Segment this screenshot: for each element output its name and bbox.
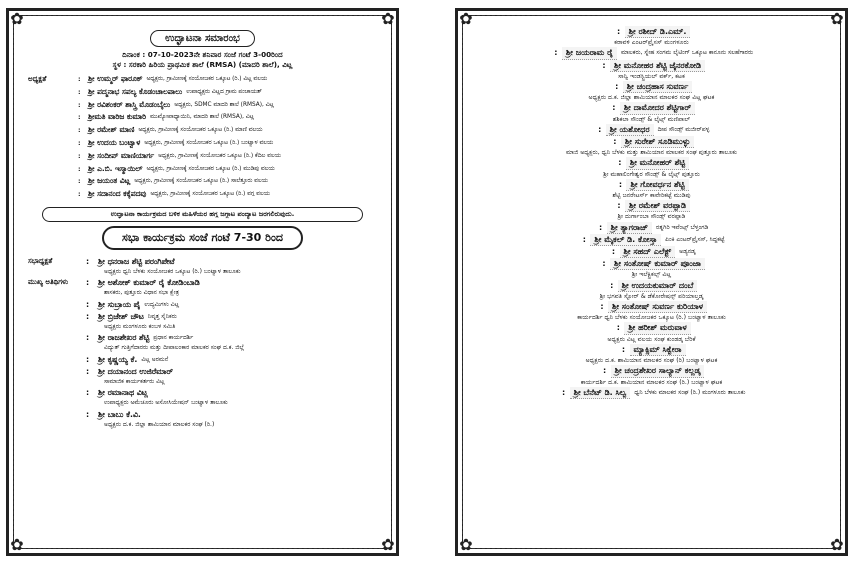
list-item: : ಶ್ರೀ ಸುಬ್ರಾಯ ಪೈ ಉದ್ಯಮಿಗಳು ವಿಟ್ಲ (86, 299, 180, 309)
row-label: ಅಧ್ಯಕ್ಷತೆ (28, 74, 47, 83)
person-desc: ಅಧ್ಯಕ್ಷರು ದ.ಕ. ಜಿಲ್ಲಾ ಶಾಮಿಯಾನ ಮಾಲಕರ ಸಂಘ ವಿಟ್ಲ ಘಟಕ (588, 94, 715, 102)
list-item: : ಶ್ರೀ ದಾಮೋದರ ಶೆಟ್ಟಿಗಾರ್ ಶಶಿಕಲಾ ಸೌಂಡ್ಸ್ & ಲೈಟ್ಸ್ ಮಣಿಪಾಲ್ (477, 102, 826, 123)
person-desc: ಧ್ವನಿ ಬೆಳಕು ಮಾಲಕರ ಸಂಘ (ರಿ.) ಮಂಗಳೂರು ತಾಲೂಕು (634, 388, 746, 396)
list-item: : ಶ್ರೀ ಸಂತೋಷ್ ಸುವರ್ಣ ಕುರಿಯಾಳ ಕಾರ್ಯದರ್ಶಿ ಧ್ವನಿ ಬೆಳಕು ಸಂಯೋಜಕರ ಒಕ್ಕೂಟ (ರಿ.) ಬಂಟ್ವಾಳ ತಾಲೂಕು (477, 301, 826, 322)
person-name: ಶ್ರೀ ಚಂದ್ರಹಾಸ ಸುವರ್ಣ (623, 81, 693, 93)
person-name: ಶ್ರೀ ಮನೋಹರ ಶೆಟ್ಟಿ ಜೈನರಕೋಡಿ (610, 60, 705, 72)
list-item: : ಶ್ರೀ ಹರೀಶ್ ಮರುವಾಳ ಅಧ್ಯಕ್ಷರು ವಿಟ್ಲ ವಲಯ ಸಂಘ ಕುಂಡಡ್ಕ ಬೆರಿಕೆ (477, 322, 826, 343)
person-desc: ಪ್ರಧಾನ ಕಾರ್ಯದರ್ಶಿ (153, 334, 194, 342)
person-desc: ಅಧ್ಯಕ್ಷರು ಧ್ವನಿ ಬೆಳಕು ಸಂಯೋಜಕರ ಒಕ್ಕೂಟ (ರಿ.) ಬಂಟ್ವಾಳ ತಾಲೂಕು (104, 267, 241, 275)
person-desc: ಅಧ್ಯಕ್ಷರು, ಗ್ರಾಮೀಣಕ್ಕೆ ಸಂಯೋಜಕರ ಒಕ್ಕೂಟ (ರಿ.) ಸಾಲೆತ್ತೂರು ವಲಯ (134, 178, 268, 185)
list-item: : ಶ್ರೀ ಬಾಬು ಕೆ.ವಿ. ಅಧ್ಯಕ್ಷರು ದ.ಕ. ಜಿಲ್ಲಾ ಶಾಮಿಯಾನ ಮಾಲಕರ ಸಂಘ (ರಿ.) (28, 409, 377, 430)
list-item: : ಶ್ರೀ ಉದಯಕುಮಾರ್ ದಂಬೆ ಶ್ರೀ ಭಗವತಿ ಸ್ಟೋರ್ & ಡೆಕೋರೇಷನ್ಸ್ ಪರಿಯಾಲ್ತಡ್ಕ (477, 280, 826, 301)
person-desc: ಪಿಂಕಿ ಎಂಟರ್‌ಪ್ರೈಸಸ್, ಸಿದ್ದಕಟ್ಟೆ (665, 235, 725, 243)
list-item: : ಶ್ರೀ ರಮಾನಾಥ ವಿಟ್ಲ ಉಪಾಧ್ಯಕ್ಷರು ಅಮೆಚೂರು ಅಸೋಸಿಯೇಷನ್ ಬಂಟ್ವಾಳ ತಾಲೂಕು (28, 387, 377, 408)
person-desc: ಮುಖ್ಯೋಪಾಧ್ಯಾಯಿನಿ, ಮಾದರಿ ಶಾಲೆ (RMSA), ವಿಟ್ಲ (150, 114, 254, 121)
row-label: ಮುಖ್ಯ ಅತಿಥಿಗಳು (28, 278, 69, 287)
corner-ornament-icon: ✿ (830, 535, 844, 554)
notice-box: ಉದ್ಘಾಟನಾ ಕಾರ್ಯಕ್ರಮದ ಬಳಿಕ ಮಹಿಳೆಯರ ಹಗ್ಗ ಜಗ್ಗಾಟ ಪಂದ್ಯಾಟ ಜರಗಲಿರುವುದು. (42, 207, 363, 222)
person-name: ಶ್ರೀ ಉದಯಕುಮಾರ್ ದಂಬೆ (618, 280, 698, 292)
date-line: ದಿನಾಂಕ : 07-10-2023ನೇ ಶನಿವಾರ ಸಂಜೆ ಗಂಟೆ 3-00ರಿಂದ (122, 50, 283, 59)
person-desc: ಅಡ್ಯನಡ್ಕ (679, 248, 696, 256)
person-desc: ಕಾರ್ಯದರ್ಶಿ ಧ್ವನಿ ಬೆಳಕು ಸಂಯೋಜಕರ ಒಕ್ಕೂಟ (ರಿ.) ಬಂಟ್ವಾಳ ತಾಲೂಕು (577, 314, 726, 322)
person-desc: ಶ್ರೀ ದುರ್ಗಾಂಬಾ ಸೌಂಡ್ಸ್ ವರಪ್ಪಾಡಿ (617, 213, 686, 221)
person-desc: ಅಧ್ಯಕ್ಷರು, ಗ್ರಾಮೀಣಕ್ಕೆ ಸಂಯೋಜಕರ ಒಕ್ಕೂಟ (ರಿ.) ಕೆದಿಲ ವಲಯ (158, 152, 281, 159)
person-name: ಶ್ರೀ ರಾಜಶೇಖರ ಶೆಟ್ಟಿ (98, 333, 150, 343)
person-name: ಶ್ರೀ ಸಂತೋಷ್ ಸುವರ್ಣ ಕುರಿಯಾಳ (608, 301, 707, 313)
person-name: ಶ್ರೀ ದಾಮೋದರ ಶೆಟ್ಟಿಗಾರ್ (620, 102, 695, 114)
venue-line: ಸ್ಥಳ : ಸರಕಾರಿ ಹಿರಿಯ ಪ್ರಾಥಮಿಕ ಶಾಲೆ (RMSA) (ಮಾದರಿ ಶಾಲೆ), ವಿಟ್ಲ (112, 60, 293, 69)
person-desc: ಶ್ರೀ ಭಗವತಿ ಸ್ಟೋರ್ & ಡೆಕೋರೇಷನ್ಸ್ ಪರಿಯಾಲ್ತಡ್ಕ (599, 292, 704, 300)
person-name: ಶ್ರೀಮತಿ ವಾರಿಜ ಕುಮಾರಿ (88, 112, 147, 122)
sabha-title: ಸಭಾ ಕಾರ್ಯಕ್ರಮ ಸಂಜೆ ಗಂಟೆ 7-30 ರಿಂದ (102, 226, 303, 250)
person-desc: ಶ್ರೀ ಮಹಾಲಿಂಗೇಶ್ವರ ಸೌಂಡ್ಸ್ & ಲೈಟ್ಸ್ ಪುತ್ತೂರು (603, 170, 700, 178)
person-desc: ನಿವೃತ್ತ ಸೈನಿಕರು (147, 312, 177, 320)
person-name: ಶ್ರೀ ಸುರೇಶ್ ಸೂಡಿಮುಳ್ಳು (621, 136, 694, 148)
left-content (28, 30, 377, 534)
person-desc: ಅಧ್ಯಕ್ಷರು ದ.ಕ. ಶಾಮಿಯಾನ ಮಾಲಕರ ಸಂಘ (ರಿ) ಬಂಟ್ವಾಳ ಘಟಕ (585, 357, 718, 365)
person-desc: ಮಾಜಿ ಅಧ್ಯಕ್ಷರು, ಧ್ವನಿ ಬೆಳಕು ಮತ್ತು ಶಾಮಿಯಾನ ಮಾಲಕರ ಸಂಘ ಪುತ್ತೂರು ತಾಲೂಕು (566, 149, 737, 157)
person-desc-2: ಅಧ್ಯಕ್ಷರು ದ.ಕ. ಜಿಲ್ಲಾ ಶಾಮಿಯಾನ ಮಾಲಕರ ಸಂಘ (ರಿ.) (104, 420, 215, 428)
list-item: : ಶ್ರೀ ಸಹದ್ ಎಲೆಕ್ಟ್ ಅಡ್ಯನಡ್ಕ (477, 246, 826, 258)
person-desc: ಅಧ್ಯಕ್ಷರು, SDMC ಮಾದರಿ ಶಾಲೆ (RMSA), ವಿಟ್ಲ (174, 101, 274, 108)
person-name: ಶ್ರೀ ಯಶೋಧರ (606, 124, 654, 136)
list-item: : ಶ್ರೀ ತ್ಯಾಗರಾಜ್ ರತ್ನಗಿರಿ ಇವೆಂಟ್ಸ್ ಬೆಳ್ತಂಗಡಿ (477, 222, 826, 234)
list-item: : ಶ್ರೀ ಸಂದೀಪ್ ಮಾಣಿಯಾರ್ಗ ಅಧ್ಯಕ್ಷರು, ಗ್ರಾಮೀಣಕ್ಕೆ ಸಂಯೋಜಕರ ಒಕ್ಕೂಟ (ರಿ.) ಕೆದಿಲ ವಲಯ (28, 150, 377, 163)
person-name: ಶ್ರೀ ಪದ್ಮನಾಭ ಸಪಲ್ಯ ಕೊಡಂಚಾಲಪಾಲು (88, 86, 183, 96)
person-name: ಶ್ರೀ ಬಾಬು ಕೆ.ವಿ. (98, 409, 141, 419)
left-page (6, 8, 399, 556)
person-desc: ಅಧ್ಯಕ್ಷರು, ಗ್ರಾಮೀಣಕ್ಕೆ ಸಂಯೋಜಕರ ಒಕ್ಕೂಟ (ರಿ.) ಬಂಟ್ವಾಳ ವಲಯ (144, 139, 274, 146)
list-item: : ಶ್ರೀ ಜಯಂತ ವಿಟ್ಲ ಅಧ್ಯಕ್ಷರು, ಗ್ರಾಮೀಣಕ್ಕೆ ಸಂಯೋಜಕರ ಒಕ್ಕೂಟ (ರಿ.) ಸಾಲೆತ್ತೂರು ವಲಯ (28, 175, 377, 188)
person-desc: ಶಾಸಕರು, ಪುತ್ತೂರು ವಿಧಾನ ಸಭಾ ಕ್ಷೇತ್ರ (104, 289, 180, 297)
person-desc: ಮಾಲಕರು, ಸ್ನೇಹ ಸಂಗಮ ಲೈಟಿಂಗ್ ಒಕ್ಕೂಟ ಕಾನೂನು ಸಲಹೆಗಾರರು (621, 49, 754, 57)
list-item: : ಶ್ರೀ ಬ್ರಿಜೇಶ್ ಚೌಟ ನಿವೃತ್ತ ಸೈನಿಕರು ಅಧ್ಯಕ್ಷರು ಮಂಗಳೂರು ಕಂಬಳ ಸಮಿತಿ (28, 311, 377, 332)
list-item: : ಶ್ರೀ ಜಯರಾಮ ರೈ ಮಾಲಕರು, ಸ್ನೇಹ ಸಂಗಮ ಲೈಟಿಂಗ್ ಒಕ್ಕೂಟ ಕಾನೂನು ಸಲಹೆಗಾರರು (477, 47, 826, 59)
person-desc: ಉದ್ಯಮಿಗಳು ವಿಟ್ಲ (144, 300, 180, 308)
person-name: ಶ್ರೀ ಸಂತೋಷ್ ಕುಮಾರ್ ಪೂಂಜಾ (610, 258, 705, 270)
person-name: ಶ್ರೀ ಸಹದ್ ಎಲೆಕ್ಟ್ (620, 246, 676, 258)
corner-ornament-icon: ✿ (381, 9, 395, 28)
person-desc: ಉಪಾಧ್ಯಕ್ಷರು ವಿಟ್ಲದ ಗ್ರಾಮ ಪಂಚಾಯತ್ (186, 88, 262, 95)
person-name: ಶ್ರೀ ರಶೀದ್ ಡಿ.ಎಮ್. (625, 26, 691, 38)
list-item: : ಶ್ರೀ ರಾಜಶೇಖರ ಶೆಟ್ಟಿ ಪ್ರಧಾನ ಕಾರ್ಯದರ್ಶಿ ವಿದ್ಯುತ್ ಗುತ್ತಿಗೆದಾರರು ಮತ್ತು ದೀಪಾಲಂಕಾರ ಮಾಲಕರ ಸಂಘ ದ.ಕ. ಜಿಲ್ಲೆ (28, 332, 377, 353)
person-name: ಶ್ರೀ ಸುಬ್ರಾಯ ಪೈ (98, 299, 141, 309)
list-item: : ಶ್ರೀ ರವಿಶಂಕರ್ ಶಾಸ್ತ್ರಿ ಮೊಡಂಬೈಲು ಅಧ್ಯಕ್ಷರು, SDMC ಮಾದರಿ ಶಾಲೆ (RMSA), ವಿಟ್ಲ (28, 99, 377, 112)
person-name: ಶ್ರೀ ಅಶೋಕ್ ಕುಮಾರ್ ರೈ ಕೋಡಿಂಬಾಡಿ (98, 278, 200, 288)
person-name: ಶ್ರೀ ರವಿಶಂಕರ್ ಶಾಸ್ತ್ರಿ ಮೊಡಂಬೈಲು (88, 99, 171, 109)
corner-ornament-icon: ✿ (459, 535, 473, 554)
right-content (477, 26, 826, 534)
person-desc: ಶಶಿಕಲಾ ಸೌಂಡ್ಸ್ & ಲೈಟ್ಸ್ ಮಣಿಪಾಲ್ (612, 115, 691, 123)
list-item: : ಶ್ರೀ ಎ.ಬಿ. ಇಸ್ಮಾಯಿಲ್ ಅಧ್ಯಕ್ಷರು, ಗ್ರಾಮೀಣಕ್ಕೆ ಸಂಯೋಜಕರ ಒಕ್ಕೂಟ (ರಿ.) ಮುಡಿಪು ವಲಯ (28, 163, 377, 176)
person-name: ಶ್ರೀ ಚಂದ್ರಶೇಖರ ಸಾಲ್ಯಾನ್ ಕಲ್ಲಡ್ಕ (611, 365, 705, 377)
person-desc: ಅಧ್ಯಕ್ಷರು ವಿಟ್ಲ ವಲಯ ಸಂಘ ಕುಂಡಡ್ಕ ಬೆರಿಕೆ (607, 335, 696, 343)
person-desc-2: ಉಪಾಧ್ಯಕ್ಷರು ಅಮೆಚೂರು ಅಸೋಸಿಯೇಷನ್ ಬಂಟ್ವಾಳ ತಾಲೂಕು (104, 399, 228, 407)
list-item: : ಶ್ರೀ ರಮೇಶ್ ವರಪ್ಪಾಡಿ ಶ್ರೀ ದುರ್ಗಾಂಬಾ ಸೌಂಡ್ಸ್ ವರಪ್ಪಾಡಿ (477, 200, 826, 221)
corner-ornament-icon: ✿ (10, 9, 24, 28)
person-name: ಮ್ಯಾಕ್ಸಿಮ್ ಸಿಕ್ವೇರಾ (630, 344, 686, 356)
person-desc-2: ಸಾಮಾಜಿಕ ಕಾರ್ಯಕರ್ತರು ವಿಟ್ಲ (104, 377, 165, 385)
list-item: ಅಧ್ಯಕ್ಷತೆ : ಶ್ರೀ ಉಮ್ಮರ್ ಫಾರೂಕ್ ಅಧ್ಯಕ್ಷರು, ಗ್ರಾಮೀಣಕ್ಕೆ ಸಂಯೋಜಕರ ಒಕ್ಕೂಟ (ರಿ.) ವಿಟ್ಲ ವಲಯ (28, 73, 377, 86)
person-name: ಶ್ರೀ ತ್ಯಾಗರಾಜ್ (607, 222, 652, 234)
person-desc: ರತ್ನಗಿರಿ ಇವೆಂಟ್ಸ್ ಬೆಳ್ತಂಗಡಿ (656, 223, 709, 231)
person-name: ಶ್ರೀ ಕೃಷ್ಣಯ್ಯ ಕೆ. (98, 354, 138, 364)
list-item: : ಶ್ರೀ ಉದಯ ಬಂಟ್ವಾಳ ಅಧ್ಯಕ್ಷರು, ಗ್ರಾಮೀಣಕ್ಕೆ ಸಂಯೋಜಕರ ಒಕ್ಕೂಟ (ರಿ.) ಬಂಟ್ವಾಳ ವಲಯ (28, 137, 377, 150)
list-item: : ಶ್ರೀ ಮನೋಹರ ಶೆಟ್ಟಿ ಜೈನರಕೋಡಿ ಸಾನ್ವಿ ಇಂಡಸ್ಟ್ರಿಯಲ್ ವರ್ಕ್, ಕಟಕ (477, 60, 826, 81)
person-name: ಶ್ರೀ ಜಯರಾಮ ರೈ (562, 47, 617, 59)
person-desc: ಸಾನ್ವಿ ಇಂಡಸ್ಟ್ರಿಯಲ್ ವರ್ಕ್, ಕಟಕ (618, 72, 685, 80)
corner-ornament-icon: ✿ (381, 535, 395, 554)
person-name: ಶ್ರೀ ಎ.ಬಿ. ಇಸ್ಮಾಯಿಲ್ (88, 163, 143, 173)
person-name: ಶ್ರೀ ಮೈಕಲ್ ಡಿ. ಕೋಸ್ತಾ (590, 234, 661, 246)
corner-ornament-icon: ✿ (830, 9, 844, 28)
person-desc-2: ವಿದ್ಯುತ್ ಗುತ್ತಿಗೆದಾರರು ಮತ್ತು ದೀಪಾಲಂಕಾರ ಮಾಲಕರ ಸಂಘ ದ.ಕ. ಜಿಲ್ಲೆ (104, 344, 245, 352)
inauguration-title: ಉದ್ಘಾಟನಾ ಸಮಾರಂಭ (150, 30, 255, 47)
person-desc: ಅಧ್ಯಕ್ಷರು, ಗ್ರಾಮೀಣಕ್ಕೆ ಸಂಯೋಜಕರ ಒಕ್ಕೂಟ (ರಿ.) ವಿಟ್ಲ ವಲಯ (146, 76, 268, 82)
person-name: ಶ್ರೀ ಹರೀಶ್ ಮರುವಾಳ (624, 322, 690, 334)
person-desc: ಕರಾವಳಿ ಎಂಟರ್‌ಪ್ರೈಸಸ್ ಮಂಗಳೂರು (614, 39, 689, 47)
list-item: ಮುಖ್ಯ ಅತಿಥಿಗಳು : ಶ್ರೀ ಅಶೋಕ್ ಕುಮಾರ್ ರೈ ಕೋಡಿಂಬಾಡಿ ಶಾಸಕರು, ಪುತ್ತೂರು ವಿಧಾನ ಸಭಾ ಕ್ಷೇತ್ರ (28, 277, 377, 298)
list-item: : ಶ್ರೀ ರಮೇಶ್ ಮಾಣಿ ಅಧ್ಯಕ್ಷರು, ಗ್ರಾಮೀಣಕ್ಕೆ ಸಂಯೋಜಕರ ಒಕ್ಕೂಟ (ರಿ.) ಮಾಣಿ ವಲಯ (28, 124, 377, 137)
list-item: : ಶ್ರೀ ಸಂತೋಷ್ ಕುಮಾರ್ ಪೂಂಜಾ ಶ್ರೀ ಇಲೆಕ್ಟ್ರಿಕಲ್ಸ್ ವಿಟ್ಲ (477, 258, 826, 279)
person-name: ಶ್ರೀ ರಮೇಶ್ ವರಪ್ಪಾಡಿ (625, 200, 690, 212)
list-item: : ಶ್ರೀ ಸದಾನಂದ ಕಕ್ಕೆಪದವು ಅಧ್ಯಕ್ಷರು, ಗ್ರಾಮೀಣಕ್ಕೆ ಸಂಯೋಜಕರ ಒಕ್ಕೂಟ (ರಿ.) ವಗ್ಗ ವಲಯ (28, 188, 377, 201)
person-desc-2: ಅಧ್ಯಕ್ಷರು ಮಂಗಳೂರು ಕಂಬಳ ಸಮಿತಿ (104, 322, 176, 330)
person-desc: ದೀಪ ಸೌಂಡ್ಸ್ ಮಜೀರ್‌ಪಳ್ಳ (657, 125, 710, 133)
person-name: ಶ್ರೀ ಬೆನೆಟ್ ಡಿ. ಸಿಲ್ವ (570, 387, 631, 399)
list-item: : ಶ್ರೀ ಮನೋಹರ್ ಶೆಟ್ಟಿ ಶ್ರೀ ಮಹಾಲಿಂಗೇಶ್ವರ ಸೌಂಡ್ಸ್ & ಲೈಟ್ಸ್ ಪುತ್ತೂರು (477, 157, 826, 178)
person-name: ಶ್ರೀ ರಮಾನಾಥ ವಿಟ್ಲ (98, 388, 148, 398)
list-item: : ಮ್ಯಾಕ್ಸಿಮ್ ಸಿಕ್ವೇರಾ ಅಧ್ಯಕ್ಷರು ದ.ಕ. ಶಾಮಿಯಾನ ಮಾಲಕರ ಸಂಘ (ರಿ) ಬಂಟ್ವಾಳ ಘಟಕ (477, 344, 826, 365)
list-item: : ಶ್ರೀಮತಿ ವಾರಿಜ ಕುಮಾರಿ ಮುಖ್ಯೋಪಾಧ್ಯಾಯಿನಿ, ಮಾದರಿ ಶಾಲೆ (RMSA), ವಿಟ್ಲ (28, 111, 377, 124)
person-name: ಶ್ರೀ ದಯಾನಂದ ಉಜಿರೆಮಾರ್ (98, 366, 173, 376)
list-item: : ಶ್ರೀ ಯಶೋಧರ ದೀಪ ಸೌಂಡ್ಸ್ ಮಜೀರ್‌ಪಳ್ಳ (477, 124, 826, 136)
person-name: ಶ್ರೀ ಮನೋಹರ್ ಶೆಟ್ಟಿ (626, 157, 689, 169)
sabha-list (28, 256, 377, 430)
corner-ornament-icon: ✿ (10, 535, 24, 554)
list-item: : ಶ್ರೀ ಸುರೇಶ್ ಸೂಡಿಮುಳ್ಳು ಮಾಜಿ ಅಧ್ಯಕ್ಷರು, ಧ್ವನಿ ಬೆಳಕು ಮತ್ತು ಶಾಮಿಯಾನ ಮಾಲಕರ ಸಂಘ ಪುತ್ತೂರು ತಾಲೂಕು (477, 136, 826, 157)
person-desc: ಶ್ರೀ ಇಲೆಕ್ಟ್ರಿಕಲ್ಸ್ ವಿಟ್ಲ (631, 271, 672, 279)
person-desc: ಶೆಟ್ಟಿ ಜನರೇಟರ್ಸ್ ಕಾವೇರಿಕಟ್ಟೆ ಮುಡಿಪು (612, 192, 691, 200)
person-name: ಶ್ರೀ ಧನರಾಜ ಶೆಟ್ಟಿ ಪರಂಗಿಪೇಟೆ (98, 256, 175, 266)
corner-ornament-icon: ✿ (459, 9, 473, 28)
person-name: ಶ್ರೀ ಬ್ರಿಜೇಶ್ ಚೌಟ (98, 311, 144, 321)
list-item: ಸಭಾಧ್ಯಕ್ಷತೆ : ಶ್ರೀ ಧನರಾಜ ಶೆಟ್ಟಿ ಪರಂಗಿಪೇಟೆ ಅಧ್ಯಕ್ಷರು ಧ್ವನಿ ಬೆಳಕು ಸಂಯೋಜಕರ ಒಕ್ಕೂಟ (ರಿ.) ಬಂಟ್ವಾಳ ತಾಲೂಕು (28, 256, 377, 277)
person-name: ಶ್ರೀ ಉದಯ ಬಂಟ್ವಾಳ (88, 137, 141, 147)
list-item: : ಶ್ರೀ ದಯಾನಂದ ಉಜಿರೆಮಾರ್ ಸಾಮಾಜಿಕ ಕಾರ್ಯಕರ್ತರು ವಿಟ್ಲ (28, 366, 377, 387)
list-item: : ಶ್ರೀ ಕೃಷ್ಣಯ್ಯ ಕೆ. ವಿಟ್ಲ ಅರಮನೆ (86, 354, 169, 364)
list-item: : ಶ್ರೀ ಮೈಕಲ್ ಡಿ. ಕೋಸ್ತಾ ಪಿಂಕಿ ಎಂಟರ್‌ಪ್ರೈಸಸ್, ಸಿದ್ದಕಟ್ಟೆ (477, 234, 826, 246)
list-item: : ಶ್ರೀ ಬೆನೆಟ್ ಡಿ. ಸಿಲ್ವ ಧ್ವನಿ ಬೆಳಕು ಮಾಲಕರ ಸಂಘ (ರಿ.) ಮಂಗಳೂರು ತಾಲೂಕು (477, 387, 826, 399)
person-desc: ಕಾರ್ಯದರ್ಶಿ ದ.ಕ. ಶಾಮಿಯಾನ ಮಾಲಕರ ಸಂಘ (ರಿ.) ಬಂಟ್ವಾಳ ಘಟಕ (580, 378, 723, 386)
person-desc: ವಿಟ್ಲ ಅರಮನೆ (141, 355, 169, 363)
person-name: ಶ್ರೀ ಸಂದೀಪ್ ಮಾಣಿಯಾರ್ಗ (88, 150, 155, 160)
person-name: ಶ್ರೀ ಗೋವರ್ಧನ ಶೆಟ್ಟಿ (626, 179, 688, 191)
list-item: : ಶ್ರೀ ಚಂದ್ರಹಾಸ ಸುವರ್ಣ ಅಧ್ಯಕ್ಷರು ದ.ಕ. ಜಿಲ್ಲಾ ಶಾಮಿಯಾನ ಮಾಲಕರ ಸಂಘ ವಿಟ್ಲ ಘಟಕ (477, 81, 826, 102)
list-item: : ಶ್ರೀ ಗೋವರ್ಧನ ಶೆಟ್ಟಿ ಶೆಟ್ಟಿ ಜನರೇಟರ್ಸ್ ಕಾವೇರಿಕಟ್ಟೆ ಮುಡಿಪು (477, 179, 826, 200)
right-page (455, 8, 848, 556)
person-desc: ಅಧ್ಯಕ್ಷರು, ಗ್ರಾಮೀಣಕ್ಕೆ ಸಂಯೋಜಕರ ಒಕ್ಕೂಟ (ರಿ.) ವಗ್ಗ ವಲಯ (150, 191, 270, 198)
list-item: : ಶ್ರೀ ರಶೀದ್ ಡಿ.ಎಮ್. ಕರಾವಳಿ ಎಂಟರ್‌ಪ್ರೈಸಸ್ ಮಂಗಳೂರು (477, 26, 826, 47)
list-item: : ಶ್ರೀ ಚಂದ್ರಶೇಖರ ಸಾಲ್ಯಾನ್ ಕಲ್ಲಡ್ಕ ಕಾರ್ಯದರ್ಶಿ ದ.ಕ. ಶಾಮಿಯಾನ ಮಾಲಕರ ಸಂಘ (ರಿ.) ಬಂಟ್ವಾಳ ಘಟಕ (477, 365, 826, 386)
list-item: : ಶ್ರೀ ಪದ್ಮನಾಭ ಸಪಲ್ಯ ಕೊಡಂಚಾಲಪಾಲು ಉಪಾಧ್ಯಕ್ಷರು ವಿಟ್ಲದ ಗ್ರಾಮ ಪಂಚಾಯತ್ (28, 86, 377, 99)
person-name: ಶ್ರೀ ಸದಾನಂದ ಕಕ್ಕೆಪದವು (88, 189, 147, 199)
person-name: ಶ್ರೀ ಜಯಂತ ವಿಟ್ಲ (88, 176, 131, 186)
person-desc: ಅಧ್ಯಕ್ಷರು, ಗ್ರಾಮೀಣಕ್ಕೆ ಸಂಯೋಜಕರ ಒಕ್ಕೂಟ (ರಿ.) ಮುಡಿಪು ವಲಯ (146, 165, 275, 172)
person-name: ಶ್ರೀ ರಮೇಶ್ ಮಾಣಿ (88, 125, 135, 135)
inauguration-list (28, 73, 377, 201)
person-desc: ಅಧ್ಯಕ್ಷರು, ಗ್ರಾಮೀಣಕ್ಕೆ ಸಂಯೋಜಕರ ಒಕ್ಕೂಟ (ರಿ.) ಮಾಣಿ ವಲಯ (138, 127, 263, 134)
row-label: ಸಭಾಧ್ಯಕ್ಷತೆ (28, 256, 53, 265)
person-name: ಶ್ರೀ ಉಮ್ಮರ್ ಫಾರೂಕ್ (88, 74, 143, 83)
